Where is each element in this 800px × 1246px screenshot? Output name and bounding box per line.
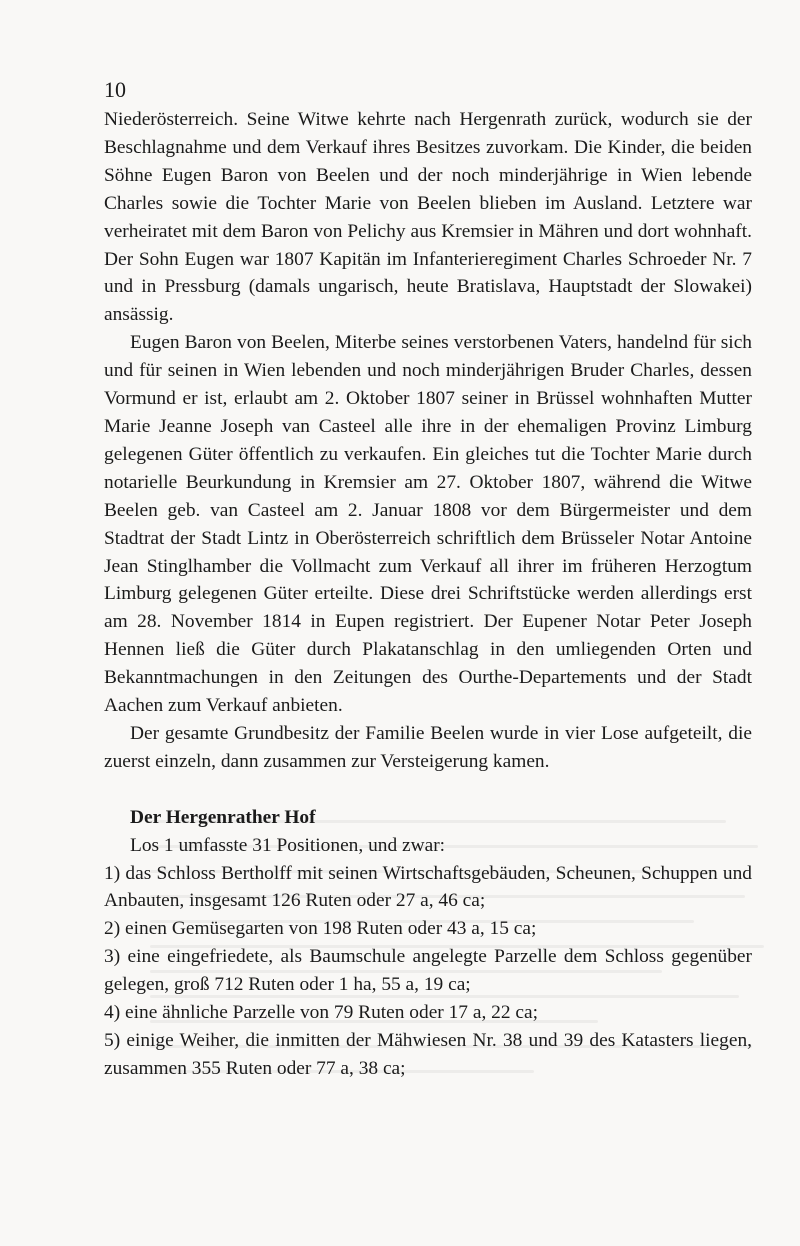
body-text (104, 106, 752, 1083)
list-item: 5) einige Weiher, die inmitten der Mähwiesen Nr. 38 und 39 des Katasters liegen, zusammen 355 Ruten oder 77 a, 38 ca; (104, 1030, 752, 1079)
section-heading: Der Hergenrather Hof (130, 806, 316, 828)
list-item: 1) das Schloss Bertholff mit seinen Wirtschaftsgebäuden, Scheunen, Schuppen und Anbauten, insgesamt 126 Ruten oder 27 a, 46 ca; (104, 862, 752, 912)
list-item: 4) eine ähnliche Parzelle von 79 Ruten oder 17 a, 22 ca; (104, 1002, 538, 1024)
paragraph: Der gesamte Grundbesitz der Familie Beelen wurde in vier Lose aufgeteilt, die zuerst einzeln, dann zusammen zur Versteigerung kamen. (104, 722, 752, 772)
section-intro: Los 1 umfasste 31 Positionen, und zwar: (130, 834, 446, 856)
page-number: 10 (104, 77, 126, 102)
list-item: 2) einen Gemüsegarten von 198 Ruten oder 43 a, 15 ca; (104, 918, 537, 940)
paragraph-continuation: Niederösterreich. Seine Witwe kehrte nach Hergenrath zurück, wodurch sie der Beschlagnahme und dem Verkauf ihres Besitzes zuvorkam. Die Kinder, die beiden Söhne Eugen Baron von Beelen und der noch minderjährige in Wien lebende Charles sowie die Tochter Marie von Beelen blieben im Ausland. Letztere war verheiratet mit dem Baron von Pelichy aus Kremsier in Mähren und dort wohnhaft. Der Sohn Eugen war 1807 Kapitän im Infanterieregiment Charles Schroeder Nr. 7 und in Pressburg (damals ungarisch, heute Bratislava, Hauptstadt der Slowakei) ansässig. (104, 109, 752, 326)
list-item: 3) eine eingefriedete, als Baumschule angelegte Parzelle dem Schloss gegenüber gelegen, groß 712 Ruten oder 1 ha, 55 a, 19 ca; (104, 946, 752, 996)
paragraph: Eugen Baron von Beelen, Miterbe seines verstorbenen Vaters, handelnd für sich und für seinen in Wien lebenden und noch minderjährigen Bruder Charles, dessen Vormund er ist, erlaubt am 2. Oktober 1807 seiner in Brüssel wohnhaften Mutter Marie Jeanne Joseph van Casteel alle ihre in der ehemaligen Provinz Limburg gelegenen Güter öffentlich zu verkaufen. Ein gleiches tut die Tochter Marie durch notarielle Beurkundung in Kremsier am 27. Oktober 1807, während die Witwe Beelen geb. van Casteel am 2. Januar 1808 vor dem Bürgermeister und dem Stadtrat der Stadt Lintz in Oberösterreich schriftlich dem Brüsseler Notar Antoine Jean Stinglhamber die Vollmacht zum Verkauf all ihrer im früheren Herzogtum Limburg gelegenen Güter erteilte. Diese drei Schriftstücke werden allerdings erst am 28. November 1814 in Eupen registriert. Der Eupener Notar Peter Joseph Hennen ließ die Güter durch Plakatanschlag in den umliegenden Orten und Bekanntmachungen in den Zeitungen des Ourthe-Departements und der Stadt Aachen zum Verkauf anbieten. (104, 332, 752, 717)
